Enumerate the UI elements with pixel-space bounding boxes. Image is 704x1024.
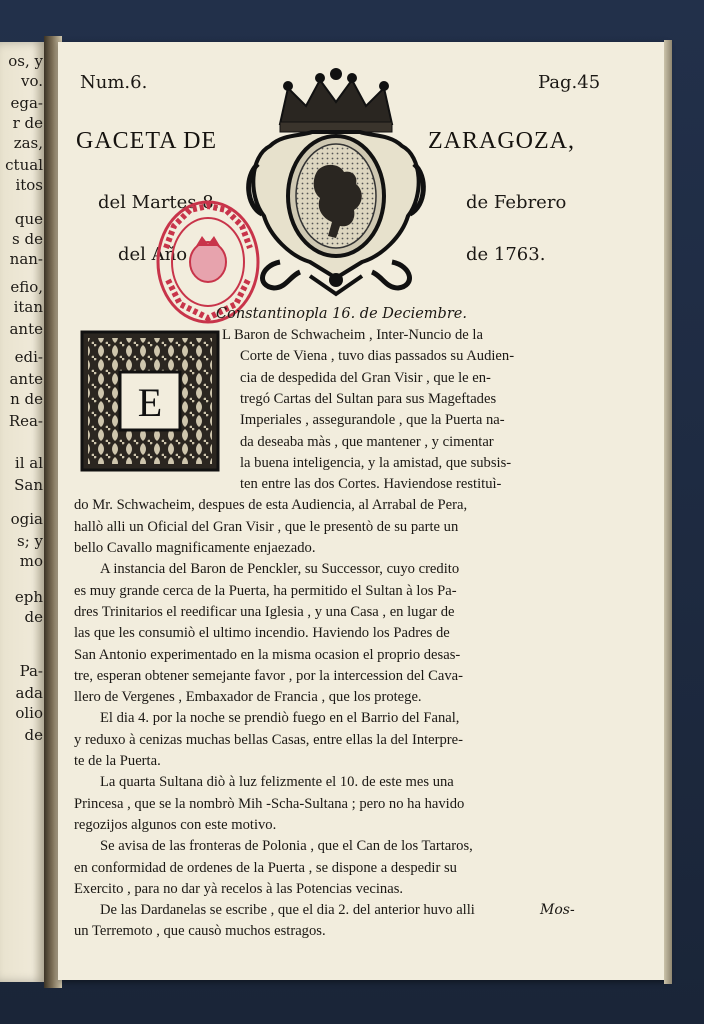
body-line: es muy grande cerca de la Puerta, ha permitido el Sultan à los Pa- (74, 582, 457, 599)
left-page-fragment: zas, (13, 134, 43, 152)
left-page-fragment: ante (9, 370, 43, 388)
year-left: del Año (118, 244, 188, 265)
date-left: del Martes 8. (98, 192, 220, 213)
page-edge (664, 40, 672, 984)
left-page-edge (0, 42, 46, 982)
left-page-fragment: Pa- (19, 662, 43, 680)
left-page-fragment: os, y (8, 52, 43, 70)
left-page-fragment: r de (12, 114, 43, 132)
left-page-fragment: que (14, 210, 43, 228)
left-page-fragment: itan (13, 298, 43, 316)
body-line: da deseaba màs , que mantener , y cimentar (240, 433, 494, 450)
body-line: A instancia del Baron de Penckler, su Successor, cuyo credito (100, 561, 460, 578)
body-line: las que les consumiò el ultimo incendio. Haviendo los Padres de (74, 625, 450, 642)
left-page-fragment: edi- (14, 348, 43, 366)
left-page-fragment: ada (15, 684, 43, 702)
catchword: Mos- (540, 902, 575, 918)
left-page-fragment: mo (19, 552, 43, 570)
left-page-fragment: nan- (9, 250, 43, 268)
ornamental-drop-cap (80, 330, 220, 472)
article-dateline: Constantinopla 16. de Deciembre. (216, 306, 467, 322)
left-page-fragment: vo. (20, 72, 43, 90)
left-page-fragment: s; y (17, 532, 43, 550)
body-line: Princesa , que se la nombrò Mih -Scha-Sultana ; pero no ha havido (74, 795, 465, 812)
body-line: do Mr. Schwacheim, despues de esta Audiencia, al Arrabal de Pera, (74, 497, 468, 514)
left-page-fragment: de (24, 608, 43, 626)
body-line: Exercito , para no dar yà recelos à las Potencias vecinas. (74, 880, 404, 897)
left-page-fragment: ctual (5, 156, 43, 174)
title-left: GACETA DE (76, 128, 218, 154)
left-page-fragment: Rea- (8, 412, 43, 430)
coat-of-arms-icon (240, 66, 432, 298)
body-line: en conformidad de ordenes de la Puerta , se dispone a despedir su (74, 859, 457, 876)
left-page-fragment: San (14, 476, 43, 494)
body-line: ten entre las dos Cortes. Haviendose restituì- (240, 476, 502, 493)
left-page-fragment: n de (10, 390, 43, 408)
body-line: cia de despedida del Gran Visir , que le en- (240, 369, 491, 386)
body-line: La quarta Sultana diò à luz felizmente el 10. de este mes una (100, 774, 454, 791)
drop-cap-letter: E (137, 380, 163, 425)
left-page-fragment: ante (9, 320, 43, 338)
left-page-fragment: ega- (10, 94, 43, 112)
body-line: la buena inteligencia, y la amistad, que subsis- (240, 454, 512, 471)
left-page-fragment: itos (15, 176, 43, 194)
left-page-fragment: olio (15, 704, 43, 722)
body-line: Corte de Viena , tuvo dias passados su Audien- (240, 348, 515, 365)
body-line: un Terremoto , que causò muchos estragos. (74, 923, 326, 940)
body-line: bello Cavallo magnificamente enjaezado. (74, 540, 316, 556)
left-page-fragment: eph (14, 588, 43, 606)
issue-number: Num.6. (80, 72, 148, 93)
body-line: te de la Puerta. (74, 753, 161, 769)
body-line: regozijos algunos con este motivo. (74, 816, 277, 833)
body-line: dres Trinitarios el reedificar una Iglesia , y una Casa , en lugar de (74, 603, 455, 620)
body-line: El dia 4. por la noche se prendiò fuego en el Barrio del Fanal, (100, 710, 460, 727)
left-page-fragment: ogia (10, 510, 43, 528)
left-page-fragment: efio, (10, 278, 43, 296)
year-right: de 1763. (466, 244, 546, 265)
date-right: de Febrero (466, 192, 567, 213)
body-line: tregó Cartas del Sultan para sus Mageftades (240, 390, 497, 407)
body-line: hallò alli un Oficial del Gran Visir , que le presentò de su parte un (74, 518, 459, 535)
body-line: llero de Vergenes , Embaxador de Francia , que los protege. (74, 689, 422, 706)
body-line: tre, esperan obtener semejante favor , por la intercession del Cava- (74, 667, 464, 684)
body-line: L Baron de Schwacheim , Inter-Nuncio de la (222, 327, 483, 343)
body-line: y reduxo à cenizas muchas bellas Casas, entre ellas la del Interpre- (74, 731, 464, 748)
left-page-fragment: il al (14, 454, 43, 472)
body-line: San Antonio experimentado en la misma ocasion el proprio desas- (74, 646, 461, 663)
body-line: Se avisa de las fronteras de Polonia , que el Can de los Tartaros, (100, 838, 473, 855)
body-line: De las Dardanelas se escribe , que el dia 2. del anterior huvo alli (100, 902, 475, 919)
title-right: ZARAGOZA, (428, 128, 575, 154)
body-line: Imperiales , assegurandole , que la Puerta na- (240, 412, 505, 429)
left-page-fragment: s de (12, 230, 43, 248)
left-page-fragment: de (24, 726, 43, 744)
page-number: Pag.45 (538, 72, 601, 93)
